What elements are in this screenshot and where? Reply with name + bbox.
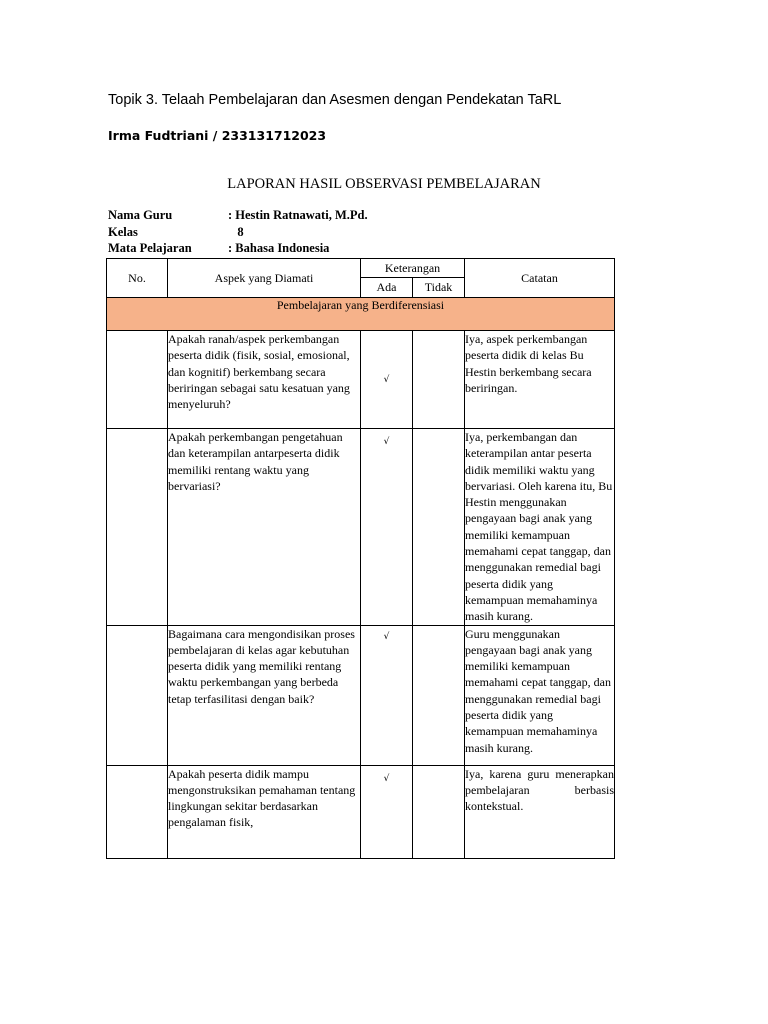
info-value: : Hestin Ratnawati, M.Pd.	[228, 208, 368, 222]
check-tidak	[413, 765, 465, 858]
note-cell: Guru menggunakan pengayaan bagi anak yang memiliki kemampuan memahami cepat tanggap, dan menggunakan remedial bagi peserta didik yang kemampuan memahaminya masih kurang.	[465, 625, 615, 765]
check-tidak	[413, 429, 465, 626]
info-label: Nama Guru	[108, 208, 173, 222]
check-ada: √	[361, 331, 413, 429]
info-row-subject	[108, 240, 368, 257]
report-title: LAPORAN HASIL OBSERVASI PEMBELAJARAN	[227, 176, 541, 192]
topic-title: Topik 3. Telaah Pembelajaran dan Asesmen dengan Pendekatan TaRL	[108, 92, 562, 108]
aspect-cell: Bagaimana cara mengondisikan proses pembelajaran di kelas agar kebutuhan peserta didik yang memiliki rentang waktu perkembangan yang berbeda tetap terfasilitasi dengan baik?	[168, 625, 361, 765]
header-keterangan: Keterangan	[361, 259, 465, 278]
aspect-cell: Apakah perkembangan pengetahuan dan keterampilan antarpeserta didik memiliki rentang waktu yang bervariasi?	[168, 429, 361, 626]
info-row-teacher	[108, 207, 368, 224]
header-tidak: Tidak	[413, 278, 465, 298]
table-row	[107, 429, 615, 626]
row-number-cell	[107, 625, 168, 765]
row-number-cell	[107, 765, 168, 858]
note-cell: Iya, karena guru menerapkan pembelajaran berbasis kontekstual.	[465, 765, 615, 858]
check-ada: √	[361, 765, 413, 858]
section-row	[107, 298, 615, 331]
table-row	[107, 765, 615, 858]
check-tidak	[413, 331, 465, 429]
table-row	[107, 625, 615, 765]
row-number-cell	[107, 429, 168, 626]
observation-table	[106, 258, 615, 859]
check-ada: √	[361, 625, 413, 765]
check-ada: √	[361, 429, 413, 626]
check-tidak	[413, 625, 465, 765]
header-ada: Ada	[361, 278, 413, 298]
aspect-cell: Apakah ranah/aspek perkembangan peserta didik (fisik, sosial, emosional, dan kognitif) berkembang secara beriringan sebagai satu kesatuan yang menyeluruh?	[168, 331, 361, 429]
note-cell: Iya, perkembangan dan keterampilan antar peserta didik memiliki waktu yang bervariasi. Oleh karena itu, Bu Hestin menggunakan pengayaan bagi anak yang memiliki kemampuan memahami cepat tanggap, dan menggunakan remedial bagi peserta didik yang kemampuan memahaminya masih kurang.	[465, 429, 615, 626]
note-cell: Iya, aspek perkembangan peserta didik di kelas Bu Hestin berkembang secara beriringan.	[465, 331, 615, 429]
author-line: Irma Fudtriani / 233131712023	[108, 128, 327, 143]
row-number-cell	[107, 331, 168, 429]
table-row	[107, 331, 615, 429]
header-catatan: Catatan	[465, 259, 615, 298]
info-value: 8	[228, 224, 244, 239]
header-no: No.	[107, 259, 168, 298]
section-title: Pembelajaran yang Berdiferensiasi	[107, 298, 615, 331]
info-label: Mata Pelajaran	[108, 241, 192, 255]
header-aspect: Aspek yang Diamati	[168, 259, 361, 298]
info-block	[108, 207, 368, 257]
info-row-class	[108, 224, 368, 241]
aspect-cell: Apakah peserta didik mampu mengonstruksikan pemahaman tentang lingkungan sekitar berdasarkan pengalaman fisik,	[168, 765, 361, 858]
info-label: Kelas	[108, 224, 138, 239]
info-value: : Bahasa Indonesia	[228, 241, 330, 255]
